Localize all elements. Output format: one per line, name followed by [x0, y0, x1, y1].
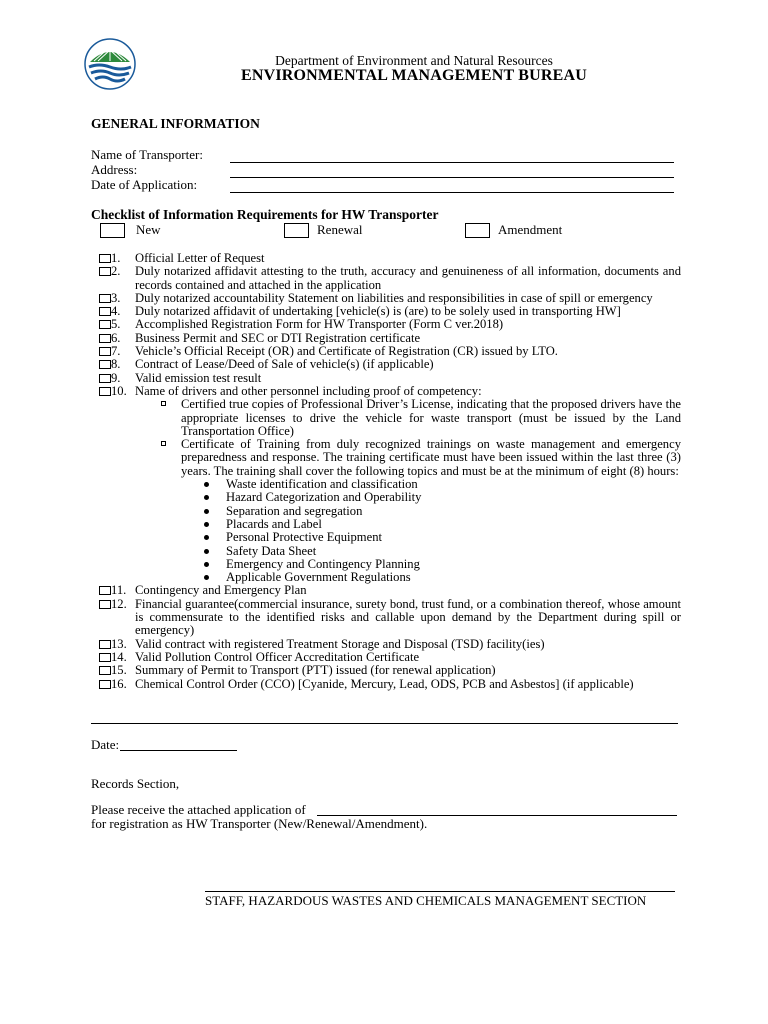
item-number: 9. — [111, 370, 121, 385]
bullet-icon — [204, 482, 209, 487]
item-text: Duly notarized accountability Statement on liabilities and responsibilities in case of spill or emergency — [135, 290, 653, 305]
list-item — [91, 358, 681, 371]
list-item — [91, 664, 681, 677]
list-item — [91, 305, 681, 318]
item-checkbox[interactable] — [99, 653, 111, 662]
date-of-application-field[interactable] — [91, 178, 681, 193]
item-text: Financial guarantee(commercial insurance, surety bond, trust fund, or a combination thereof, whose amount is commensurate to the identified risks and callable upon demand by the Department during spill or emergency) — [135, 596, 681, 638]
item-number: 1. — [111, 251, 121, 265]
item-text: Summary of Permit to Transport (PTT) issued (for renewal application) — [135, 663, 496, 678]
item-text: Valid emission test result — [135, 370, 262, 385]
list-item — [91, 332, 681, 345]
item-text: Duly notarized affidavit attesting to the truth, accuracy and genuineness of all information, documents and records contained and attached in the application — [135, 264, 681, 292]
item-number: 14. — [111, 649, 127, 664]
square-bullet-icon — [161, 401, 166, 406]
item-checkbox[interactable] — [99, 666, 111, 675]
address-field[interactable] — [91, 163, 681, 178]
item-checkbox[interactable] — [99, 387, 111, 396]
bullet-icon — [204, 522, 209, 527]
item-text: Accomplished Registration Form for HW Transporter (Form C ver.2018) — [135, 317, 504, 332]
bullet-icon — [204, 575, 209, 580]
topic-item — [91, 505, 681, 518]
topic-item — [91, 478, 681, 491]
item-text: Contingency and Emergency Plan — [135, 583, 307, 598]
list-item — [91, 584, 681, 597]
item-text: Contract of Lease/Deed of Sale of vehicle(s) (if applicable) — [135, 357, 434, 372]
item-checkbox[interactable] — [99, 586, 111, 595]
square-bullet-icon — [161, 441, 166, 446]
checklist-title: Checklist of Information Requirements for HW Transporter — [91, 207, 439, 222]
sub-item-text: Certificate of Training from duly recognized trainings on waste management and emergency preparedness and response. The training certificate must have been issued within the last three (3) years. The training shall cover the following topics and must be at the minimum of eight (8) hours: — [181, 437, 681, 478]
item-checkbox[interactable] — [99, 347, 111, 356]
topic-text: Placards and Label — [226, 516, 322, 531]
item-text: Valid Pollution Control Officer Accreditation Certificate — [135, 649, 420, 664]
item-checkbox[interactable] — [99, 254, 111, 263]
item-text: Business Permit and SEC or DTI Registration certificate — [135, 330, 421, 345]
item-number: 7. — [111, 344, 121, 359]
item-number: 13. — [111, 636, 127, 651]
topic-text: Safety Data Sheet — [226, 543, 317, 558]
topic-text: Personal Protective Equipment — [226, 530, 382, 545]
bullet-icon — [204, 495, 209, 500]
item-checkbox[interactable] — [99, 600, 111, 609]
date-label: Date: — [91, 737, 120, 752]
section-divider — [91, 723, 678, 724]
sub-item-text: Certified true copies of Professional Driver’s License, indicating that the proposed drivers have the appropriate licenses to drive the vehicle for waste transport (must be issued by the Land Transportation Office) — [181, 397, 681, 438]
date-field-line[interactable] — [120, 750, 237, 751]
topic-item — [91, 531, 681, 544]
topic-item — [91, 571, 681, 584]
field-line — [230, 192, 674, 193]
item-number: 16. — [111, 676, 127, 691]
list-item — [91, 265, 681, 292]
records-section-salutation: Records Section, — [91, 776, 180, 791]
renewal-checkbox[interactable] — [284, 223, 309, 238]
item-text: Chemical Control Order (CCO) [Cyanide, Mercury, Lead, ODS, PCB and Asbestos] (if applicable) — [135, 676, 634, 691]
list-item — [91, 678, 681, 691]
sub-item — [91, 398, 681, 438]
item-text: Name of drivers and other personnel including proof of competency: — [135, 383, 482, 398]
signatory-title: STAFF, HAZARDOUS WASTES AND CHEMICALS MANAGEMENT SECTION — [205, 893, 647, 908]
topic-text: Emergency and Contingency Planning — [226, 556, 420, 571]
signature-line[interactable] — [205, 891, 675, 892]
list-item — [91, 651, 681, 664]
list-item — [91, 598, 681, 638]
registration-note: for registration as HW Transporter (New/Renewal/Amendment). — [91, 816, 428, 831]
topic-text: Waste identification and classification — [226, 477, 418, 492]
item-text: Valid contract with registered Treatment Storage and Disposal (TSD) facility(ies) — [135, 636, 545, 651]
list-item — [91, 252, 681, 265]
bullet-icon — [204, 509, 209, 514]
field-label: Date of Application: — [91, 177, 198, 192]
item-checkbox[interactable] — [99, 267, 111, 276]
item-checkbox[interactable] — [99, 680, 111, 689]
requirements-list — [91, 252, 681, 691]
item-number: 3. — [111, 290, 121, 305]
topic-item — [91, 558, 681, 571]
item-number: 11. — [111, 583, 127, 598]
topic-item — [91, 491, 681, 504]
topic-text: Applicable Government Regulations — [226, 570, 411, 585]
list-item — [91, 385, 681, 398]
bureau-name: ENVIRONMENTAL MANAGEMENT BUREAU — [240, 67, 588, 84]
renewal-label: Renewal — [317, 222, 363, 237]
item-number: 10. — [111, 383, 127, 398]
new-checkbox[interactable] — [100, 223, 125, 238]
item-checkbox[interactable] — [99, 294, 111, 303]
sub-item — [91, 438, 681, 478]
item-number: 5. — [111, 317, 121, 332]
field-label: Name of Transporter: — [91, 147, 203, 162]
new-label: New — [136, 222, 161, 237]
amendment-label: Amendment — [498, 222, 563, 237]
department-name: Department of Environment and Natural Resources — [275, 53, 553, 68]
item-checkbox[interactable] — [99, 360, 111, 369]
bullet-icon — [204, 549, 209, 554]
topic-text: Hazard Categorization and Operability — [226, 490, 422, 505]
bullet-icon — [204, 562, 209, 567]
list-item — [91, 638, 681, 651]
item-text: Official Letter of Request — [135, 251, 265, 265]
item-number: 12. — [111, 596, 127, 611]
topic-text: Separation and segregation — [226, 503, 363, 518]
list-item — [91, 318, 681, 331]
item-checkbox[interactable] — [99, 640, 111, 649]
bullet-icon — [204, 535, 209, 540]
list-item — [91, 372, 681, 385]
amendment-checkbox[interactable] — [465, 223, 490, 238]
list-item — [91, 345, 681, 358]
topic-item — [91, 545, 681, 558]
item-text: Duly notarized affidavit of undertaking [vehicle(s) is (are) to be solely used in transporting HW] — [135, 304, 621, 319]
item-number: 4. — [111, 304, 121, 319]
item-number: 15. — [111, 663, 127, 678]
item-checkbox[interactable] — [99, 334, 111, 343]
item-number: 6. — [111, 330, 121, 345]
list-item — [91, 292, 681, 305]
topic-item — [91, 518, 681, 531]
item-checkbox[interactable] — [99, 374, 111, 383]
item-number: 2. — [111, 264, 121, 279]
please-receive-text: Please receive the attached application of — [91, 802, 306, 817]
general-information-title: GENERAL INFORMATION — [91, 116, 260, 131]
item-text: Vehicle’s Official Receipt (OR) and Certificate of Registration (CR) issued by LTO. — [135, 344, 558, 359]
transporter-name-field[interactable] — [91, 148, 681, 163]
item-checkbox[interactable] — [99, 307, 111, 316]
item-checkbox[interactable] — [99, 320, 111, 329]
field-label: Address: — [91, 162, 138, 177]
item-number: 8. — [111, 357, 121, 372]
